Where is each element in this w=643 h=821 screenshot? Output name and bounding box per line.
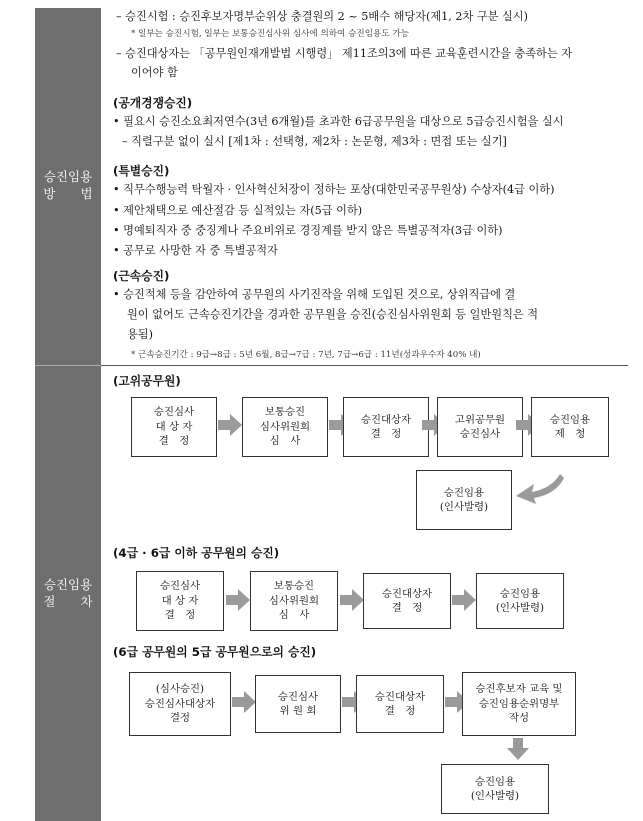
method-line: 이어야 함 (131, 66, 178, 79)
arrow-curved-icon (514, 472, 564, 504)
flow-box-senior-final: 승진임용 (인사발령) (416, 470, 512, 530)
special-promotion-line: • 직무수행능력 탁월자 · 인사혁신처장이 정하는 포상(대한민국공무원상) 수상자(4급 이하) (113, 183, 555, 196)
arrow-right-icon (232, 691, 256, 713)
method-line: – 승진대상자는 「공무원인재개발법 시행령」 제11조의3에 따른 교육훈련시간을 충족하는 자 (116, 47, 573, 60)
special-promotion-line: • 명예퇴직자 중 중징계나 주요비위로 경징계를 받지 않은 특별공적자(3급 이하) (113, 224, 503, 237)
special-promotion-title: (특별승진) (113, 164, 170, 178)
sidebar-procedure (35, 365, 101, 821)
sidebar-method (35, 8, 101, 365)
arrow-right-icon (226, 589, 250, 611)
service-promotion-title: (근속승진) (113, 269, 170, 283)
flow-box-grade6-3: 승진대상자 결 정 (356, 675, 444, 733)
flow-box-senior-3: 승진대상자 결 정 (343, 397, 429, 457)
method-note: * 일부는 승진시험, 일부는 보통승진심사위 심사에 의하여 승진임용도 가능 (131, 29, 409, 39)
special-promotion-line: • 공무로 사망한 자 중 특별공적자 (113, 244, 278, 257)
flow-box-grade4-3: 승진대상자 결 정 (363, 573, 451, 629)
open-competition-title: (공개경쟁승진) (113, 96, 193, 110)
flow-box-senior-5: 승진임용 제 청 (531, 397, 609, 457)
open-competition-line: – 직렬구분 없이 실시 [제1차 : 선택형, 제2차 : 논문형, 제3차 : 면접 또는 실기] (122, 135, 507, 148)
section-divider (101, 365, 628, 366)
service-promotion-line: 용됨) (127, 328, 153, 341)
arrow-right-icon (340, 589, 364, 611)
flow-box-senior-1: 승진심사 대 상 자 결 정 (131, 397, 217, 457)
grade6-to-5-title: (6급 공무원의 5급 공무원으로의 승진) (113, 645, 317, 659)
flow-box-grade6-2: 승진심사 위 원 회 (255, 675, 341, 733)
sidebar-procedure-line2: 절 차 (43, 594, 93, 609)
method-line: – 승진시험 : 승진후보자명부순위상 충결원의 2 ~ 5배수 해당자(제1, 2차 구분 실시) (116, 10, 529, 23)
sidebar-method-line2: 방 법 (43, 186, 93, 201)
service-promotion-line: • 승진적체 등을 감안하여 공무원의 사기진작을 위해 도입된 것으로, 상위직급에 결 (113, 288, 516, 301)
flow-box-senior-4: 고위공무원 승진심사 (437, 397, 523, 457)
flow-box-grade6-final: 승진임용 (인사발령) (441, 764, 549, 814)
grade4-6-title: (4급 · 6급 이하 공무원의 승진) (113, 546, 280, 560)
sidebar-method-line1: 승진임용 (43, 169, 93, 184)
senior-civil-service-title: (고위공무원) (113, 374, 181, 388)
service-promotion-line: 원이 없어도 근속승진기간을 경과한 공무원을 승진(승진심사위원회 등 일반원칙은 적 (127, 308, 539, 321)
special-promotion-line: • 제안채택으로 예산절감 등 실적있는 자(5급 이하) (113, 204, 363, 217)
flow-box-grade4-4: 승진임용 (인사발령) (476, 573, 564, 629)
flow-box-grade4-1: 승진심사 대 상 자 결 정 (136, 571, 224, 631)
flow-box-grade6-1: (심사승진) 승진심사대상자 결정 (129, 672, 231, 736)
flow-box-grade4-2: 보통승진 심사위원회 심 사 (250, 571, 338, 631)
arrow-right-icon (452, 589, 476, 611)
sidebar-procedure-line1: 승진임용 (43, 577, 93, 592)
arrow-down-icon (507, 738, 529, 760)
flow-box-grade6-4: 승진후보자 교육 및 승진임용순위명부 작성 (462, 672, 576, 736)
flow-box-senior-2: 보통승진 심사위원회 심 사 (242, 397, 328, 457)
arrow-right-icon (218, 414, 242, 436)
service-promotion-note: * 근속승진기간 : 9급→8급 : 5년 6월, 8급→7급 : 7년, 7급→6급 : 11년(성과우수자 40% 내) (131, 350, 481, 360)
open-competition-line: • 필요시 승진소요최저연수(3년 6개월)를 초과한 6급공무원을 대상으로 5급승진시험을 실시 (113, 115, 564, 128)
